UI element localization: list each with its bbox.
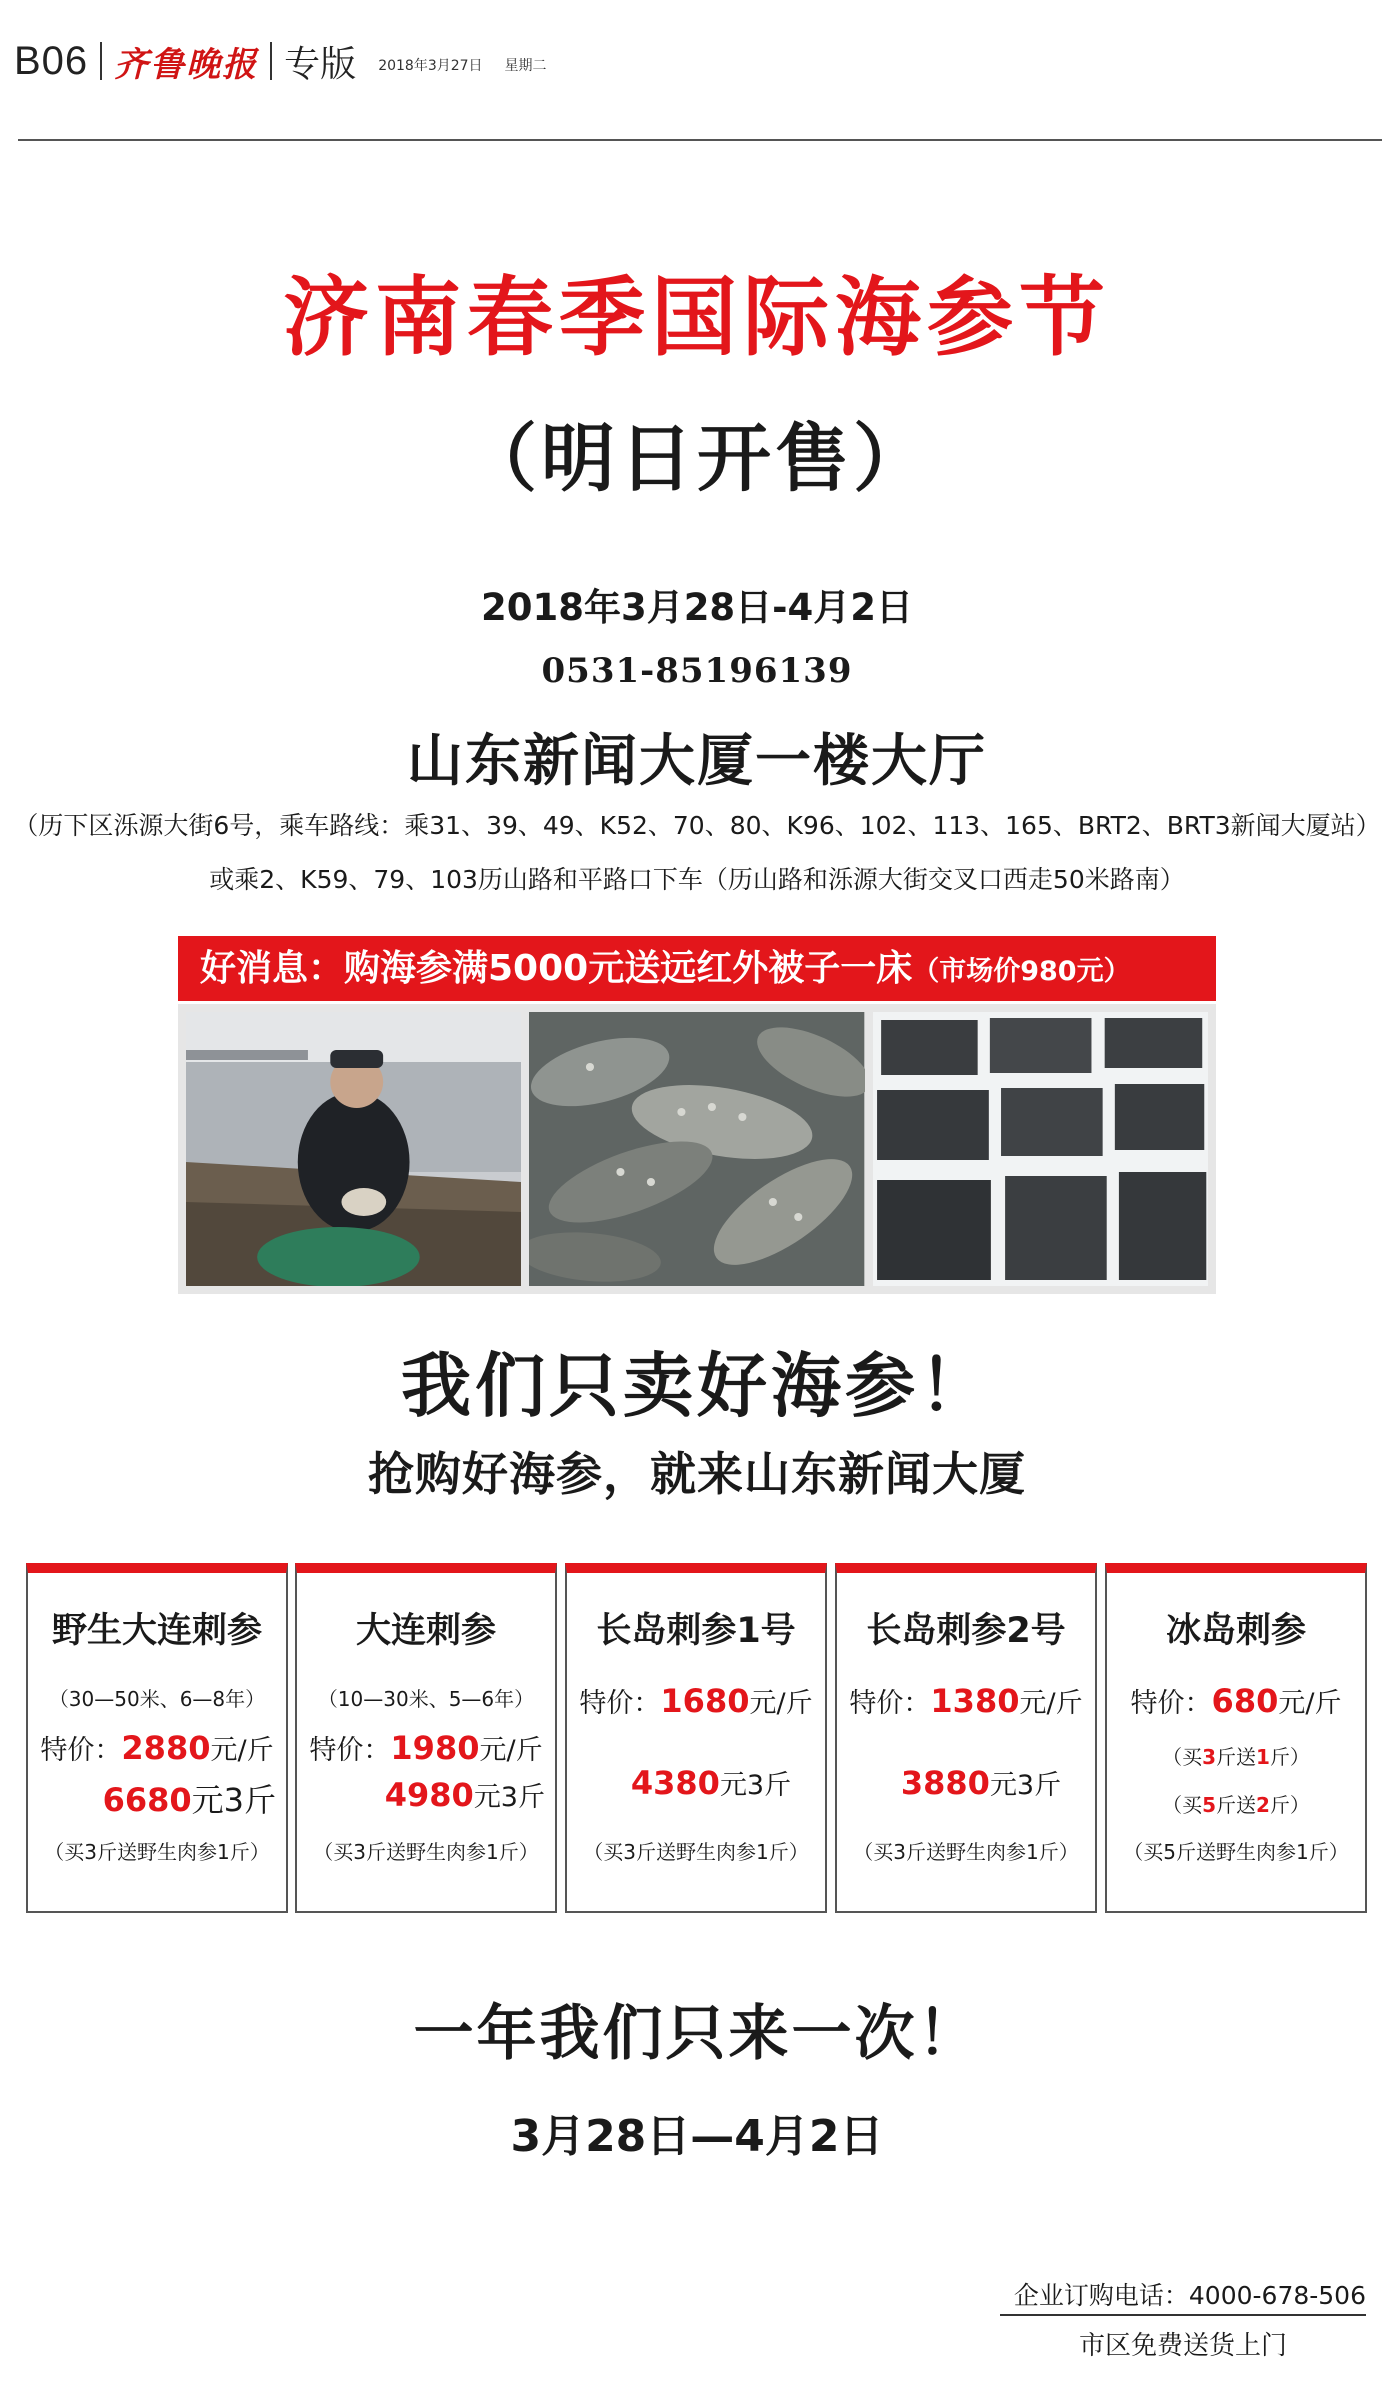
offer-line-1: （买3斤送1斤） [1162, 1745, 1310, 1769]
bundle-unit: 元3斤 [719, 1770, 792, 1801]
unit-price: 680 [1211, 1682, 1279, 1720]
product-price-line [38, 1728, 276, 1767]
bundle-price-line [847, 1763, 1085, 1802]
product-price-line [307, 1728, 545, 1767]
price-unit: 元/斤 [1278, 1688, 1342, 1719]
once-a-year-slogan: 一年我们只来一次！ [413, 1999, 981, 2069]
event-dates: 2018年3月28日-4月2日 [480, 586, 914, 629]
newspaper-logo: 齐鲁晚报 [114, 44, 259, 85]
product-card [295, 1563, 557, 1913]
footer-rule [1000, 2314, 1366, 2316]
bundle-unit: 元3斤 [191, 1781, 276, 1819]
header-divider [100, 42, 102, 80]
product-card [565, 1563, 827, 1913]
product-name: 冰岛刺参 [1165, 1611, 1306, 1651]
header-rule [18, 139, 1382, 141]
special-label: 特价： [579, 1688, 661, 1719]
bundle-price: 6680 [102, 1781, 192, 1819]
gift-note: （买3斤送野生肉参1斤） [853, 1840, 1079, 1864]
gift-note: （买5斤送野生肉参1斤） [1123, 1840, 1349, 1864]
special-label: 特价： [40, 1735, 122, 1766]
bundle-price-line [307, 1775, 545, 1814]
footer-dates: 3月28日—4月2日 [510, 2111, 884, 2162]
product-spec: （30—50米、6—8年） [48, 1687, 266, 1711]
address-line-2: 或乘2、K59、79、103历山路和平路口下车（历山路和泺源大街交叉口西走50米路南） [209, 865, 1185, 894]
issue-date: 2018年3月27日 [378, 58, 483, 74]
product-name: 大连刺参 [355, 1611, 496, 1651]
product-card [1105, 1563, 1367, 1913]
unit-price: 1980 [390, 1729, 480, 1767]
corporate-phone: 企业订购电话：4000-678-506 [1013, 2281, 1366, 2310]
main-slogan: 我们只卖好海参！ [401, 1345, 993, 1427]
bundle-price-line [577, 1763, 815, 1802]
unit-price: 1380 [930, 1682, 1020, 1720]
gift-note: （买3斤送野生肉参1斤） [583, 1840, 809, 1864]
bundle-price-line [38, 1775, 276, 1821]
product-card [26, 1563, 288, 1913]
product-price-line [577, 1681, 815, 1720]
header-divider [270, 42, 272, 80]
product-card [835, 1563, 1097, 1913]
address-line-1: （历下区泺源大街6号，乘车路线：乘31、39、49、K52、70、80、K96、102、113、165、BRT2、BRT3新闻大厦站） [13, 811, 1381, 840]
bundle-price: 4980 [384, 1776, 474, 1814]
section-name: 专版 [284, 43, 357, 85]
issue-weekday: 星期二 [504, 58, 547, 74]
product-price-line [847, 1681, 1085, 1720]
event-venue: 山东新闻大厦一楼大厅 [407, 729, 987, 794]
promo-note: （市场价980元） [912, 956, 1131, 987]
page-header [14, 36, 547, 86]
page-number: B06 [14, 38, 89, 83]
diver-photo [186, 1012, 521, 1286]
product-name: 长岛刺参2号 [866, 1611, 1066, 1651]
special-label: 特价： [849, 1688, 931, 1719]
bundle-unit: 元3斤 [989, 1770, 1062, 1801]
bundle-price: 4380 [630, 1764, 720, 1802]
bundle-price: 3880 [900, 1764, 990, 1802]
event-subtitle: （明日开售） [463, 416, 931, 502]
price-unit: 元/斤 [1019, 1688, 1083, 1719]
special-label: 特价： [309, 1735, 391, 1766]
product-name: 野生大连刺参 [51, 1611, 262, 1651]
sea-cucumber-trays [873, 1012, 1208, 1286]
special-label: 特价： [1130, 1688, 1212, 1719]
price-unit: 元/斤 [210, 1735, 274, 1766]
gift-note: （买3斤送野生肉参1斤） [44, 1840, 270, 1864]
price-unit: 元/斤 [479, 1735, 543, 1766]
price-unit: 元/斤 [749, 1688, 813, 1719]
product-name: 长岛刺参1号 [596, 1611, 796, 1651]
delivery-note: 市区免费送货上门 [1078, 2331, 1287, 2361]
offer-line-2: （买5斤送2斤） [1162, 1793, 1310, 1817]
promo-banner [178, 936, 1216, 1001]
sea-cucumber-closeup [529, 1012, 864, 1286]
event-phone: 0531-85196139 [541, 651, 853, 691]
product-spec: （10—30米、5—6年） [317, 1687, 535, 1711]
sub-slogan: 抢购好海参，就来山东新闻大厦 [368, 1447, 1026, 1501]
promo-text: 好消息：购海参满5000元送远红外被子一床 [200, 948, 913, 989]
product-price-line [1117, 1681, 1355, 1720]
unit-price: 1680 [660, 1682, 750, 1720]
photo-strip [178, 1004, 1216, 1294]
unit-price: 2880 [121, 1729, 211, 1767]
product-cards [26, 1563, 1370, 1913]
bundle-unit: 元3斤 [473, 1782, 545, 1813]
gift-note: （买3斤送野生肉参1斤） [313, 1840, 539, 1864]
event-title: 济南春季国际海参节 [283, 268, 1111, 368]
